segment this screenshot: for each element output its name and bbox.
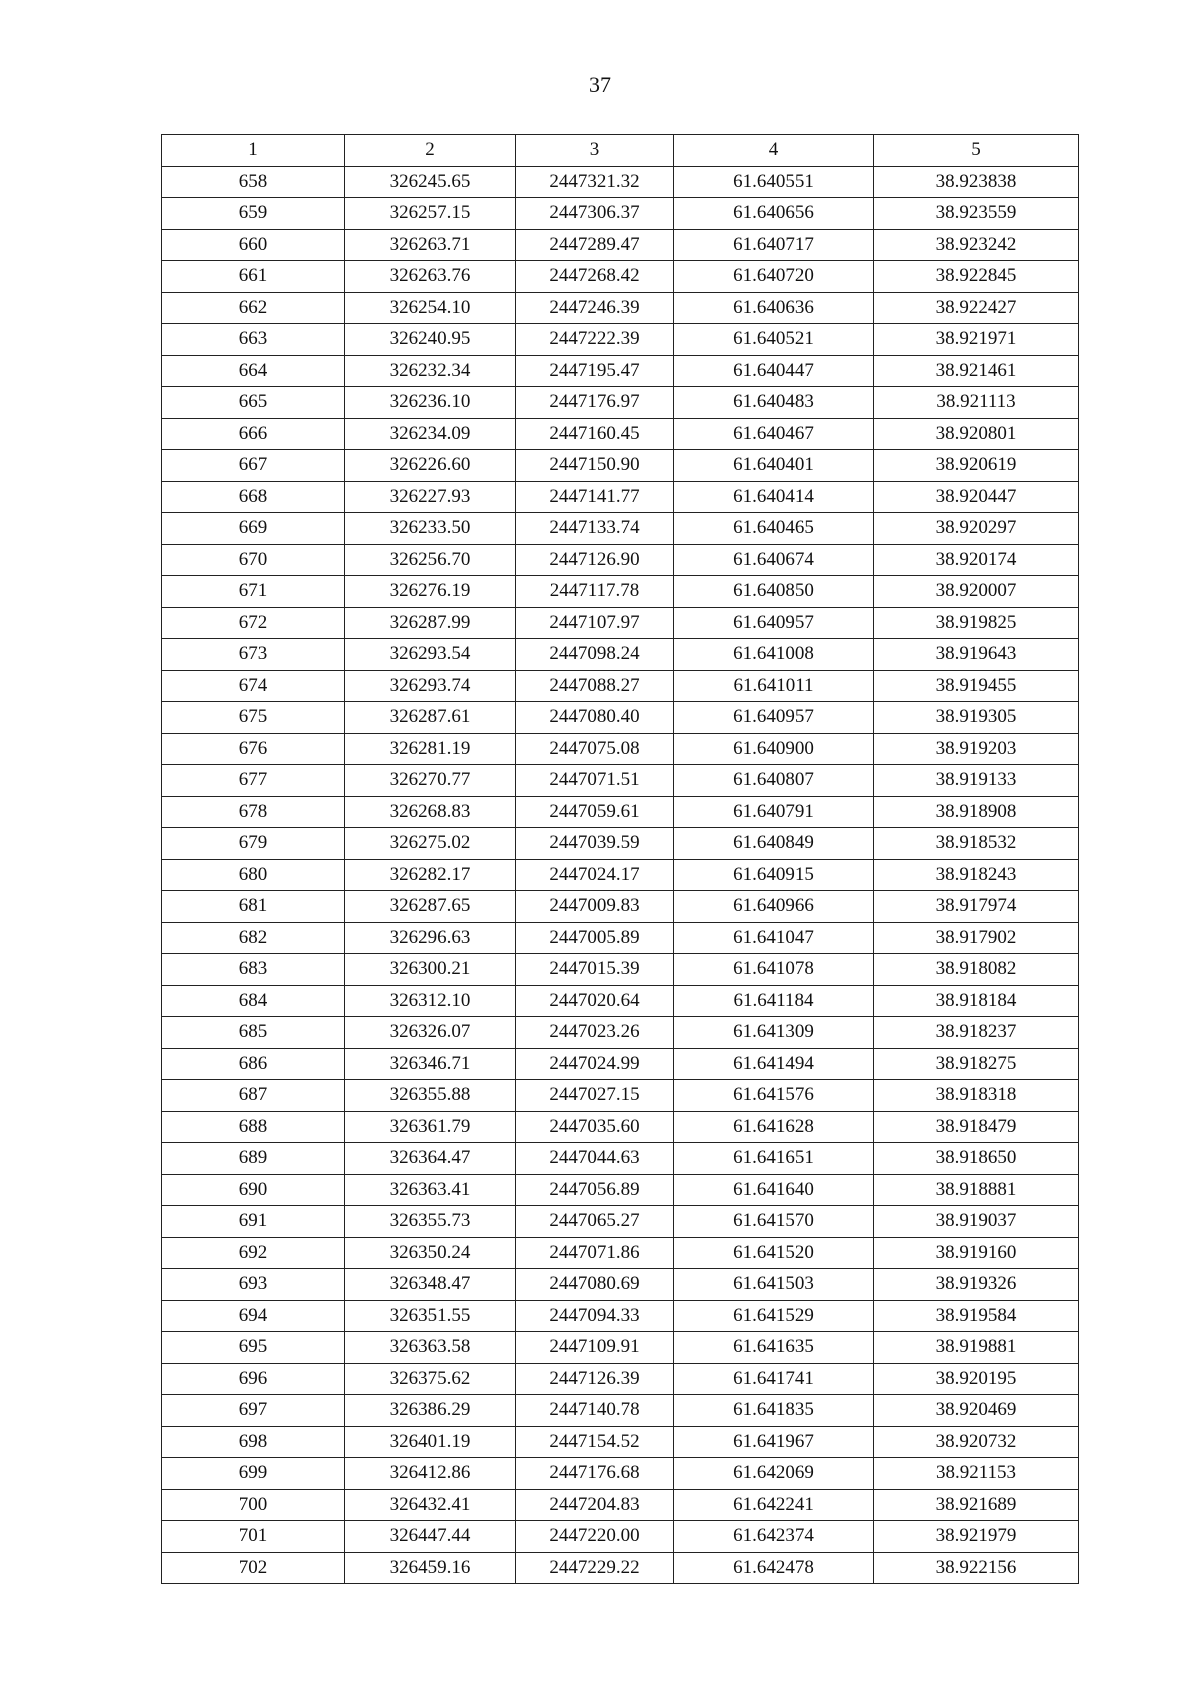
table-row (162, 1458, 1079, 1490)
table-row (162, 1300, 1079, 1332)
table-row (162, 1206, 1079, 1238)
cell-latitude: 61.641078 (674, 954, 874, 986)
cell-point-number: 660 (162, 229, 345, 261)
cell-latitude: 61.641184 (674, 985, 874, 1017)
cell-latitude: 61.640717 (674, 229, 874, 261)
cell-y: 2447117.78 (516, 576, 674, 608)
cell-y: 2447080.40 (516, 702, 674, 734)
table-row (162, 1521, 1079, 1553)
cell-y: 2447009.83 (516, 891, 674, 923)
cell-latitude: 61.641503 (674, 1269, 874, 1301)
cell-latitude: 61.640957 (674, 702, 874, 734)
cell-point-number: 679 (162, 828, 345, 860)
cell-x: 326281.19 (345, 733, 516, 765)
cell-y: 2447107.97 (516, 607, 674, 639)
cell-x: 326287.61 (345, 702, 516, 734)
cell-latitude: 61.640551 (674, 166, 874, 198)
cell-longitude: 38.921113 (874, 387, 1079, 419)
cell-x: 326276.19 (345, 576, 516, 608)
cell-longitude: 38.918650 (874, 1143, 1079, 1175)
table-row (162, 1269, 1079, 1301)
cell-latitude: 61.640465 (674, 513, 874, 545)
cell-x: 326293.54 (345, 639, 516, 671)
cell-point-number: 682 (162, 922, 345, 954)
cell-latitude: 61.640791 (674, 796, 874, 828)
cell-point-number: 684 (162, 985, 345, 1017)
cell-latitude: 61.640900 (674, 733, 874, 765)
cell-y: 2447075.08 (516, 733, 674, 765)
cell-longitude: 38.920174 (874, 544, 1079, 576)
cell-point-number: 659 (162, 198, 345, 230)
column-header-2: 2 (345, 135, 516, 167)
cell-longitude: 38.922427 (874, 292, 1079, 324)
cell-y: 2447126.90 (516, 544, 674, 576)
cell-y: 2447133.74 (516, 513, 674, 545)
cell-latitude: 61.640849 (674, 828, 874, 860)
table-row (162, 324, 1079, 356)
cell-x: 326386.29 (345, 1395, 516, 1427)
table-row (162, 639, 1079, 671)
cell-point-number: 675 (162, 702, 345, 734)
cell-y: 2447088.27 (516, 670, 674, 702)
table-row (162, 922, 1079, 954)
cell-longitude: 38.919455 (874, 670, 1079, 702)
cell-longitude: 38.919133 (874, 765, 1079, 797)
cell-y: 2447039.59 (516, 828, 674, 860)
cell-longitude: 38.920007 (874, 576, 1079, 608)
cell-x: 326233.50 (345, 513, 516, 545)
cell-latitude: 61.641309 (674, 1017, 874, 1049)
table-row (162, 229, 1079, 261)
cell-point-number: 670 (162, 544, 345, 576)
cell-latitude: 61.641047 (674, 922, 874, 954)
table-row (162, 261, 1079, 293)
cell-point-number: 662 (162, 292, 345, 324)
table-row (162, 1332, 1079, 1364)
cell-latitude: 61.641011 (674, 670, 874, 702)
column-header-1: 1 (162, 135, 345, 167)
cell-x: 326257.15 (345, 198, 516, 230)
cell-y: 2447204.83 (516, 1489, 674, 1521)
cell-x: 326234.09 (345, 418, 516, 450)
cell-longitude: 38.921461 (874, 355, 1079, 387)
cell-latitude: 61.640807 (674, 765, 874, 797)
cell-point-number: 674 (162, 670, 345, 702)
coordinates-table (161, 134, 1079, 1584)
cell-y: 2447150.90 (516, 450, 674, 482)
cell-y: 2447246.39 (516, 292, 674, 324)
cell-point-number: 688 (162, 1111, 345, 1143)
table-row (162, 387, 1079, 419)
cell-y: 2447080.69 (516, 1269, 674, 1301)
cell-x: 326432.41 (345, 1489, 516, 1521)
cell-point-number: 667 (162, 450, 345, 482)
table-row (162, 1017, 1079, 1049)
cell-latitude: 61.640447 (674, 355, 874, 387)
cell-longitude: 38.919326 (874, 1269, 1079, 1301)
cell-point-number: 672 (162, 607, 345, 639)
cell-x: 326263.76 (345, 261, 516, 293)
cell-latitude: 61.641570 (674, 1206, 874, 1238)
cell-latitude: 61.640656 (674, 198, 874, 230)
cell-latitude: 61.642374 (674, 1521, 874, 1553)
cell-latitude: 61.641967 (674, 1426, 874, 1458)
table-row (162, 1143, 1079, 1175)
cell-point-number: 702 (162, 1552, 345, 1584)
table-row (162, 733, 1079, 765)
cell-latitude: 61.641529 (674, 1300, 874, 1332)
cell-x: 326355.88 (345, 1080, 516, 1112)
cell-longitude: 38.919825 (874, 607, 1079, 639)
cell-point-number: 699 (162, 1458, 345, 1490)
table-row (162, 1426, 1079, 1458)
cell-latitude: 61.640521 (674, 324, 874, 356)
cell-y: 2447065.27 (516, 1206, 674, 1238)
cell-point-number: 685 (162, 1017, 345, 1049)
cell-point-number: 693 (162, 1269, 345, 1301)
cell-point-number: 669 (162, 513, 345, 545)
cell-latitude: 61.640467 (674, 418, 874, 450)
cell-latitude: 61.640957 (674, 607, 874, 639)
cell-x: 326270.77 (345, 765, 516, 797)
cell-x: 326293.74 (345, 670, 516, 702)
cell-x: 326275.02 (345, 828, 516, 860)
cell-y: 2447268.42 (516, 261, 674, 293)
cell-point-number: 689 (162, 1143, 345, 1175)
table-row (162, 544, 1079, 576)
cell-latitude: 61.641640 (674, 1174, 874, 1206)
cell-latitude: 61.641008 (674, 639, 874, 671)
table-body (162, 166, 1079, 1584)
cell-x: 326401.19 (345, 1426, 516, 1458)
cell-point-number: 692 (162, 1237, 345, 1269)
cell-x: 326236.10 (345, 387, 516, 419)
cell-x: 326348.47 (345, 1269, 516, 1301)
cell-latitude: 61.641628 (674, 1111, 874, 1143)
cell-x: 326254.10 (345, 292, 516, 324)
cell-y: 2447035.60 (516, 1111, 674, 1143)
cell-longitude: 38.918275 (874, 1048, 1079, 1080)
table-row (162, 796, 1079, 828)
cell-longitude: 38.918479 (874, 1111, 1079, 1143)
cell-longitude: 38.919037 (874, 1206, 1079, 1238)
cell-y: 2447071.86 (516, 1237, 674, 1269)
cell-y: 2447024.99 (516, 1048, 674, 1080)
cell-point-number: 695 (162, 1332, 345, 1364)
cell-longitude: 38.918184 (874, 985, 1079, 1017)
cell-point-number: 671 (162, 576, 345, 608)
cell-x: 326300.21 (345, 954, 516, 986)
cell-y: 2447229.22 (516, 1552, 674, 1584)
cell-longitude: 38.917902 (874, 922, 1079, 954)
cell-longitude: 38.919643 (874, 639, 1079, 671)
cell-longitude: 38.919584 (874, 1300, 1079, 1332)
table-row (162, 1363, 1079, 1395)
table-row (162, 198, 1079, 230)
cell-y: 2447044.63 (516, 1143, 674, 1175)
cell-y: 2447027.15 (516, 1080, 674, 1112)
cell-longitude: 38.922845 (874, 261, 1079, 293)
cell-point-number: 691 (162, 1206, 345, 1238)
table-row (162, 1395, 1079, 1427)
cell-y: 2447126.39 (516, 1363, 674, 1395)
table-row (162, 828, 1079, 860)
cell-longitude: 38.920447 (874, 481, 1079, 513)
cell-x: 326245.65 (345, 166, 516, 198)
cell-longitude: 38.920297 (874, 513, 1079, 545)
cell-latitude: 61.642478 (674, 1552, 874, 1584)
cell-longitude: 38.918243 (874, 859, 1079, 891)
cell-longitude: 38.918318 (874, 1080, 1079, 1112)
cell-longitude: 38.918532 (874, 828, 1079, 860)
cell-latitude: 61.641520 (674, 1237, 874, 1269)
table-row (162, 985, 1079, 1017)
table-row (162, 1080, 1079, 1112)
table-row (162, 1048, 1079, 1080)
cell-latitude: 61.641651 (674, 1143, 874, 1175)
cell-point-number: 696 (162, 1363, 345, 1395)
cell-point-number: 687 (162, 1080, 345, 1112)
cell-point-number: 665 (162, 387, 345, 419)
cell-x: 326361.79 (345, 1111, 516, 1143)
cell-longitude: 38.921689 (874, 1489, 1079, 1521)
cell-latitude: 61.641635 (674, 1332, 874, 1364)
table-row (162, 481, 1079, 513)
cell-x: 326346.71 (345, 1048, 516, 1080)
cell-y: 2447222.39 (516, 324, 674, 356)
cell-x: 326227.93 (345, 481, 516, 513)
cell-y: 2447160.45 (516, 418, 674, 450)
cell-latitude: 61.640674 (674, 544, 874, 576)
cell-x: 326375.62 (345, 1363, 516, 1395)
cell-x: 326312.10 (345, 985, 516, 1017)
table-row (162, 1489, 1079, 1521)
table-row (162, 670, 1079, 702)
cell-y: 2447015.39 (516, 954, 674, 986)
table-row (162, 607, 1079, 639)
table-row (162, 765, 1079, 797)
table-row (162, 1552, 1079, 1584)
cell-longitude: 38.919305 (874, 702, 1079, 734)
cell-latitude: 61.640401 (674, 450, 874, 482)
cell-y: 2447176.97 (516, 387, 674, 419)
column-header-3: 3 (516, 135, 674, 167)
cell-point-number: 694 (162, 1300, 345, 1332)
cell-x: 326447.44 (345, 1521, 516, 1553)
cell-y: 2447109.91 (516, 1332, 674, 1364)
cell-longitude: 38.920619 (874, 450, 1079, 482)
cell-point-number: 681 (162, 891, 345, 923)
cell-latitude: 61.642241 (674, 1489, 874, 1521)
cell-latitude: 61.640483 (674, 387, 874, 419)
cell-x: 326287.65 (345, 891, 516, 923)
table-row (162, 891, 1079, 923)
cell-x: 326232.34 (345, 355, 516, 387)
column-header-4: 4 (674, 135, 874, 167)
table-header-row (162, 135, 1079, 167)
cell-longitude: 38.920801 (874, 418, 1079, 450)
cell-latitude: 61.640636 (674, 292, 874, 324)
cell-point-number: 664 (162, 355, 345, 387)
cell-x: 326240.95 (345, 324, 516, 356)
cell-longitude: 38.918082 (874, 954, 1079, 986)
column-header-5: 5 (874, 135, 1079, 167)
cell-latitude: 61.640414 (674, 481, 874, 513)
cell-point-number: 680 (162, 859, 345, 891)
cell-longitude: 38.921153 (874, 1458, 1079, 1490)
cell-x: 326326.07 (345, 1017, 516, 1049)
cell-point-number: 658 (162, 166, 345, 198)
cell-x: 326459.16 (345, 1552, 516, 1584)
cell-point-number: 700 (162, 1489, 345, 1521)
cell-latitude: 61.640915 (674, 859, 874, 891)
cell-latitude: 61.640720 (674, 261, 874, 293)
cell-y: 2447056.89 (516, 1174, 674, 1206)
cell-x: 326282.17 (345, 859, 516, 891)
cell-x: 326263.71 (345, 229, 516, 261)
cell-y: 2447071.51 (516, 765, 674, 797)
table-row (162, 418, 1079, 450)
table-row (162, 355, 1079, 387)
cell-point-number: 701 (162, 1521, 345, 1553)
cell-x: 326355.73 (345, 1206, 516, 1238)
cell-y: 2447289.47 (516, 229, 674, 261)
cell-longitude: 38.922156 (874, 1552, 1079, 1584)
cell-latitude: 61.641835 (674, 1395, 874, 1427)
cell-y: 2447321.32 (516, 166, 674, 198)
table-row (162, 292, 1079, 324)
cell-x: 326226.60 (345, 450, 516, 482)
table-row (162, 513, 1079, 545)
cell-latitude: 61.641741 (674, 1363, 874, 1395)
cell-y: 2447306.37 (516, 198, 674, 230)
cell-longitude: 38.918237 (874, 1017, 1079, 1049)
cell-x: 326287.99 (345, 607, 516, 639)
table-row (162, 702, 1079, 734)
table-row (162, 1174, 1079, 1206)
cell-latitude: 61.641494 (674, 1048, 874, 1080)
cell-y: 2447059.61 (516, 796, 674, 828)
cell-x: 326412.86 (345, 1458, 516, 1490)
cell-y: 2447141.77 (516, 481, 674, 513)
cell-longitude: 38.921971 (874, 324, 1079, 356)
table-row (162, 166, 1079, 198)
table-row (162, 954, 1079, 986)
table-row (162, 1111, 1079, 1143)
cell-point-number: 697 (162, 1395, 345, 1427)
cell-y: 2447176.68 (516, 1458, 674, 1490)
cell-point-number: 661 (162, 261, 345, 293)
cell-y: 2447005.89 (516, 922, 674, 954)
cell-y: 2447094.33 (516, 1300, 674, 1332)
cell-longitude: 38.920469 (874, 1395, 1079, 1427)
cell-longitude: 38.917974 (874, 891, 1079, 923)
table-row (162, 1237, 1079, 1269)
cell-y: 2447195.47 (516, 355, 674, 387)
cell-point-number: 690 (162, 1174, 345, 1206)
cell-y: 2447024.17 (516, 859, 674, 891)
cell-point-number: 677 (162, 765, 345, 797)
cell-point-number: 698 (162, 1426, 345, 1458)
cell-longitude: 38.923242 (874, 229, 1079, 261)
cell-x: 326268.83 (345, 796, 516, 828)
cell-y: 2447023.26 (516, 1017, 674, 1049)
cell-latitude: 61.640850 (674, 576, 874, 608)
cell-x: 326350.24 (345, 1237, 516, 1269)
cell-longitude: 38.919203 (874, 733, 1079, 765)
cell-y: 2447220.00 (516, 1521, 674, 1553)
cell-longitude: 38.923838 (874, 166, 1079, 198)
cell-longitude: 38.923559 (874, 198, 1079, 230)
cell-latitude: 61.642069 (674, 1458, 874, 1490)
cell-longitude: 38.918881 (874, 1174, 1079, 1206)
cell-longitude: 38.919881 (874, 1332, 1079, 1364)
cell-y: 2447140.78 (516, 1395, 674, 1427)
table-row (162, 576, 1079, 608)
cell-latitude: 61.640966 (674, 891, 874, 923)
page-number: 37 (589, 72, 611, 97)
cell-longitude: 38.918908 (874, 796, 1079, 828)
cell-x: 326256.70 (345, 544, 516, 576)
cell-x: 326351.55 (345, 1300, 516, 1332)
cell-y: 2447154.52 (516, 1426, 674, 1458)
cell-longitude: 38.920195 (874, 1363, 1079, 1395)
cell-x: 326296.63 (345, 922, 516, 954)
cell-x: 326363.41 (345, 1174, 516, 1206)
cell-point-number: 686 (162, 1048, 345, 1080)
cell-x: 326364.47 (345, 1143, 516, 1175)
table-row (162, 859, 1079, 891)
cell-longitude: 38.920732 (874, 1426, 1079, 1458)
cell-point-number: 673 (162, 639, 345, 671)
cell-point-number: 668 (162, 481, 345, 513)
cell-longitude: 38.919160 (874, 1237, 1079, 1269)
cell-point-number: 663 (162, 324, 345, 356)
cell-latitude: 61.641576 (674, 1080, 874, 1112)
cell-point-number: 678 (162, 796, 345, 828)
cell-point-number: 666 (162, 418, 345, 450)
cell-x: 326363.58 (345, 1332, 516, 1364)
cell-y: 2447098.24 (516, 639, 674, 671)
cell-longitude: 38.921979 (874, 1521, 1079, 1553)
cell-point-number: 683 (162, 954, 345, 986)
table-row (162, 450, 1079, 482)
cell-point-number: 676 (162, 733, 345, 765)
cell-y: 2447020.64 (516, 985, 674, 1017)
